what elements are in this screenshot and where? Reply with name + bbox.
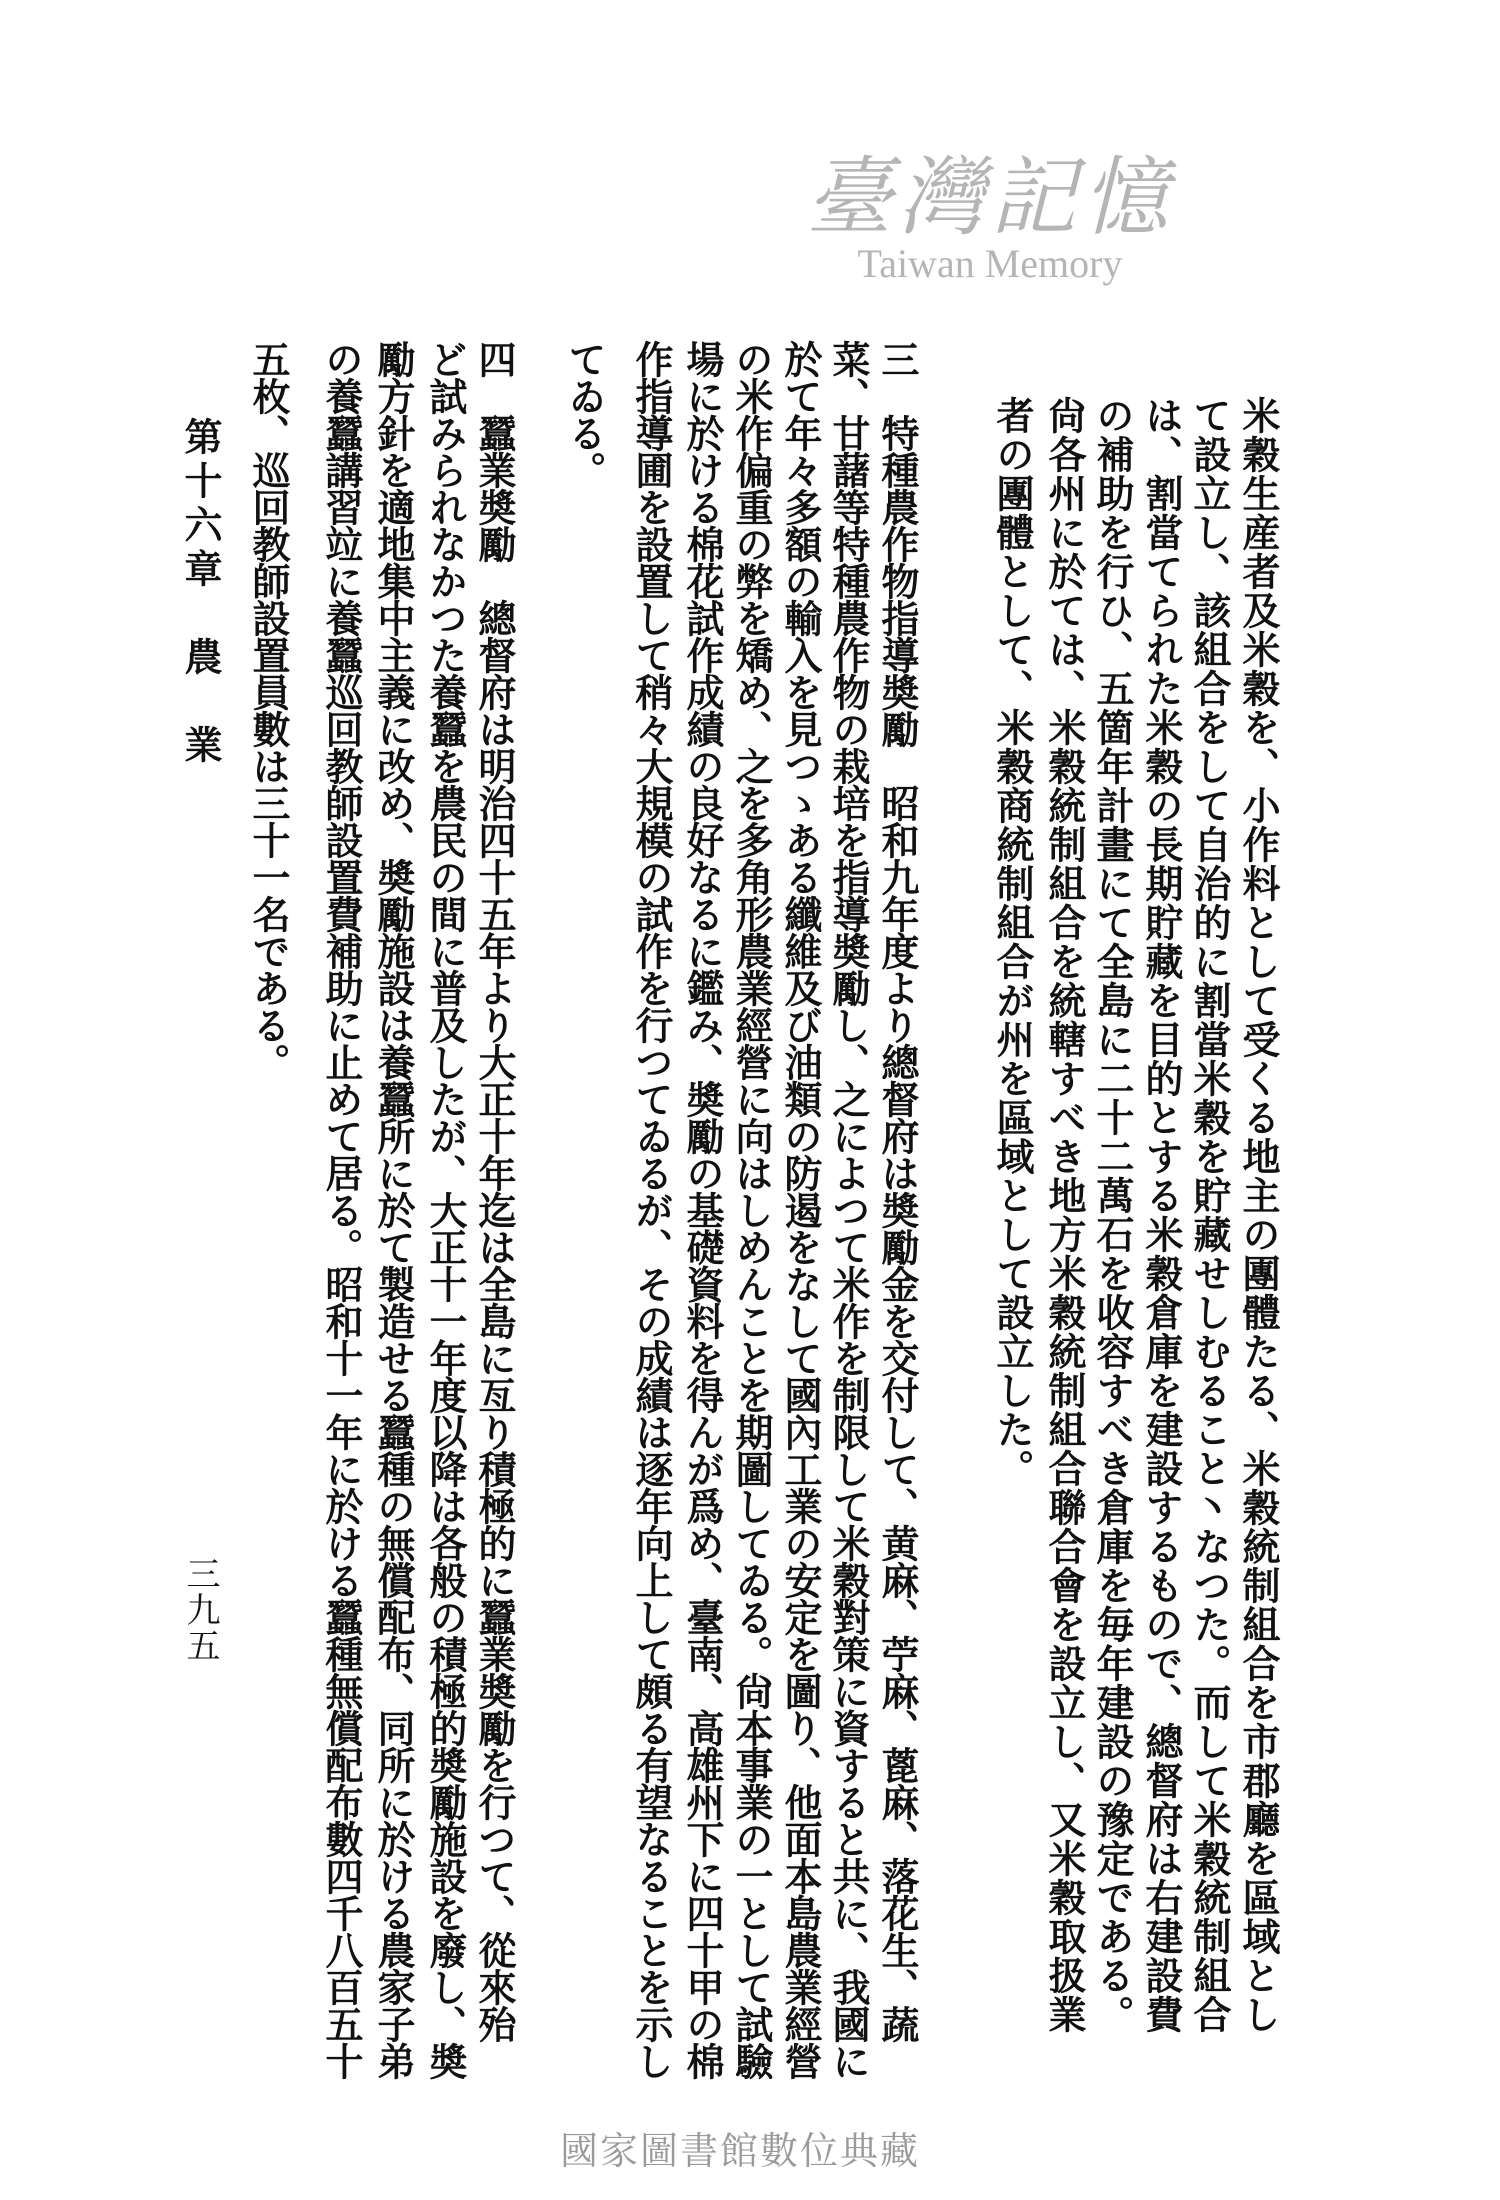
watermark-logo	[760, 150, 1220, 287]
text-column: 者の團體として、米穀商統制組合が州を區域として設立した。	[990, 396, 1035, 1488]
text-column: 勵方針を適地集中主義に改め、奬勵施設は養蠶所に於て製造せる蠶種の無償配布、同所に於ける農家子弟	[371, 340, 416, 2079]
page-number: 三九五	[180, 1556, 220, 1664]
text-column: 五枚、巡回教師設置員數は三十一名である。	[246, 340, 291, 1080]
text-column: 於て年々多額の輸入を見つゝある纖維及び油類の防遏をなして國內工業の安定を圖り、他面本島農業經營	[778, 340, 823, 2079]
watermark-english: Taiwan Memory	[857, 241, 1123, 286]
text-column: 三 特種農作物指導奬勵 昭和九年度より總督府は奬勵金を交付して、黄麻、苧麻、蓖麻、落花生、蔬	[875, 340, 920, 2042]
text-column: の養蠶講習竝に養蠶巡回教師設置費補助に止めて居る。昭和十一年に於ける蠶種無償配布數四千八百五十	[319, 340, 364, 2079]
text-column: て設立し、該組合をして自治的に割當米穀を貯藏せしむること丶なつた。而して米穀統制組合	[1187, 396, 1232, 2034]
text-column: 尙各州に於ては、米穀統制組合を統轄すべき地方米穀統制組合聯合會を設立し、又米穀取扱業	[1042, 396, 1087, 2034]
text-column: ど試みられなかつた養蠶を農民の間に普及したが、大正十一年度以降は各般の積極的奬勵施設を廢し、奬	[423, 340, 468, 2079]
text-column: 米穀生産者及米穀を、小作料として受くる地主の團體たる、米穀統制組合を市郡廳を區域とし	[1236, 396, 1281, 2034]
text-column: は、割當てられた米穀の長期貯藏を目的とする米穀倉庫を建設するもので、總督府は右建設費	[1139, 396, 1184, 2034]
text-column: 作指導圃を設置して稍々大規模の試作を行つてゐるが、その成績は逐年向上して頗る有望なることを示し	[629, 340, 674, 2079]
chapter-header: 第十六章 農 業	[178, 417, 223, 769]
text-column: 菜、甘藷等特種農作物の栽培を指導奬勵し、之によつて米作を制限して米穀對策に資すると共に、我國に	[826, 340, 871, 2079]
text-column: てゐる。	[562, 340, 607, 488]
text-column: の米作偏重の弊を矯め、之を多角形農業經營に向はしめんことを期圖してゐる。尙本事業の一として試驗	[729, 340, 774, 2079]
text-column: の補助を行ひ、五箇年計畫にて全島に二十二萬石を收容すべき倉庫を毎年建設の豫定である。	[1090, 396, 1135, 2034]
text-column: 四 蠶業奬勵 總督府は明治四十五年より大正十年迄は全島に亙り積極的に蠶業奬勵を行つて、從來殆	[472, 340, 517, 2042]
footer-credit: 國家圖書館數位典藏	[559, 2129, 920, 2173]
watermark-chinese: 臺灣記憶	[806, 148, 1174, 248]
text-column: 場に於ける棉花試作成績の良好なるに鑑み、奬勵の基礎資料を得んが爲め、臺南、高雄州下に四十甲の棉	[680, 340, 725, 2079]
